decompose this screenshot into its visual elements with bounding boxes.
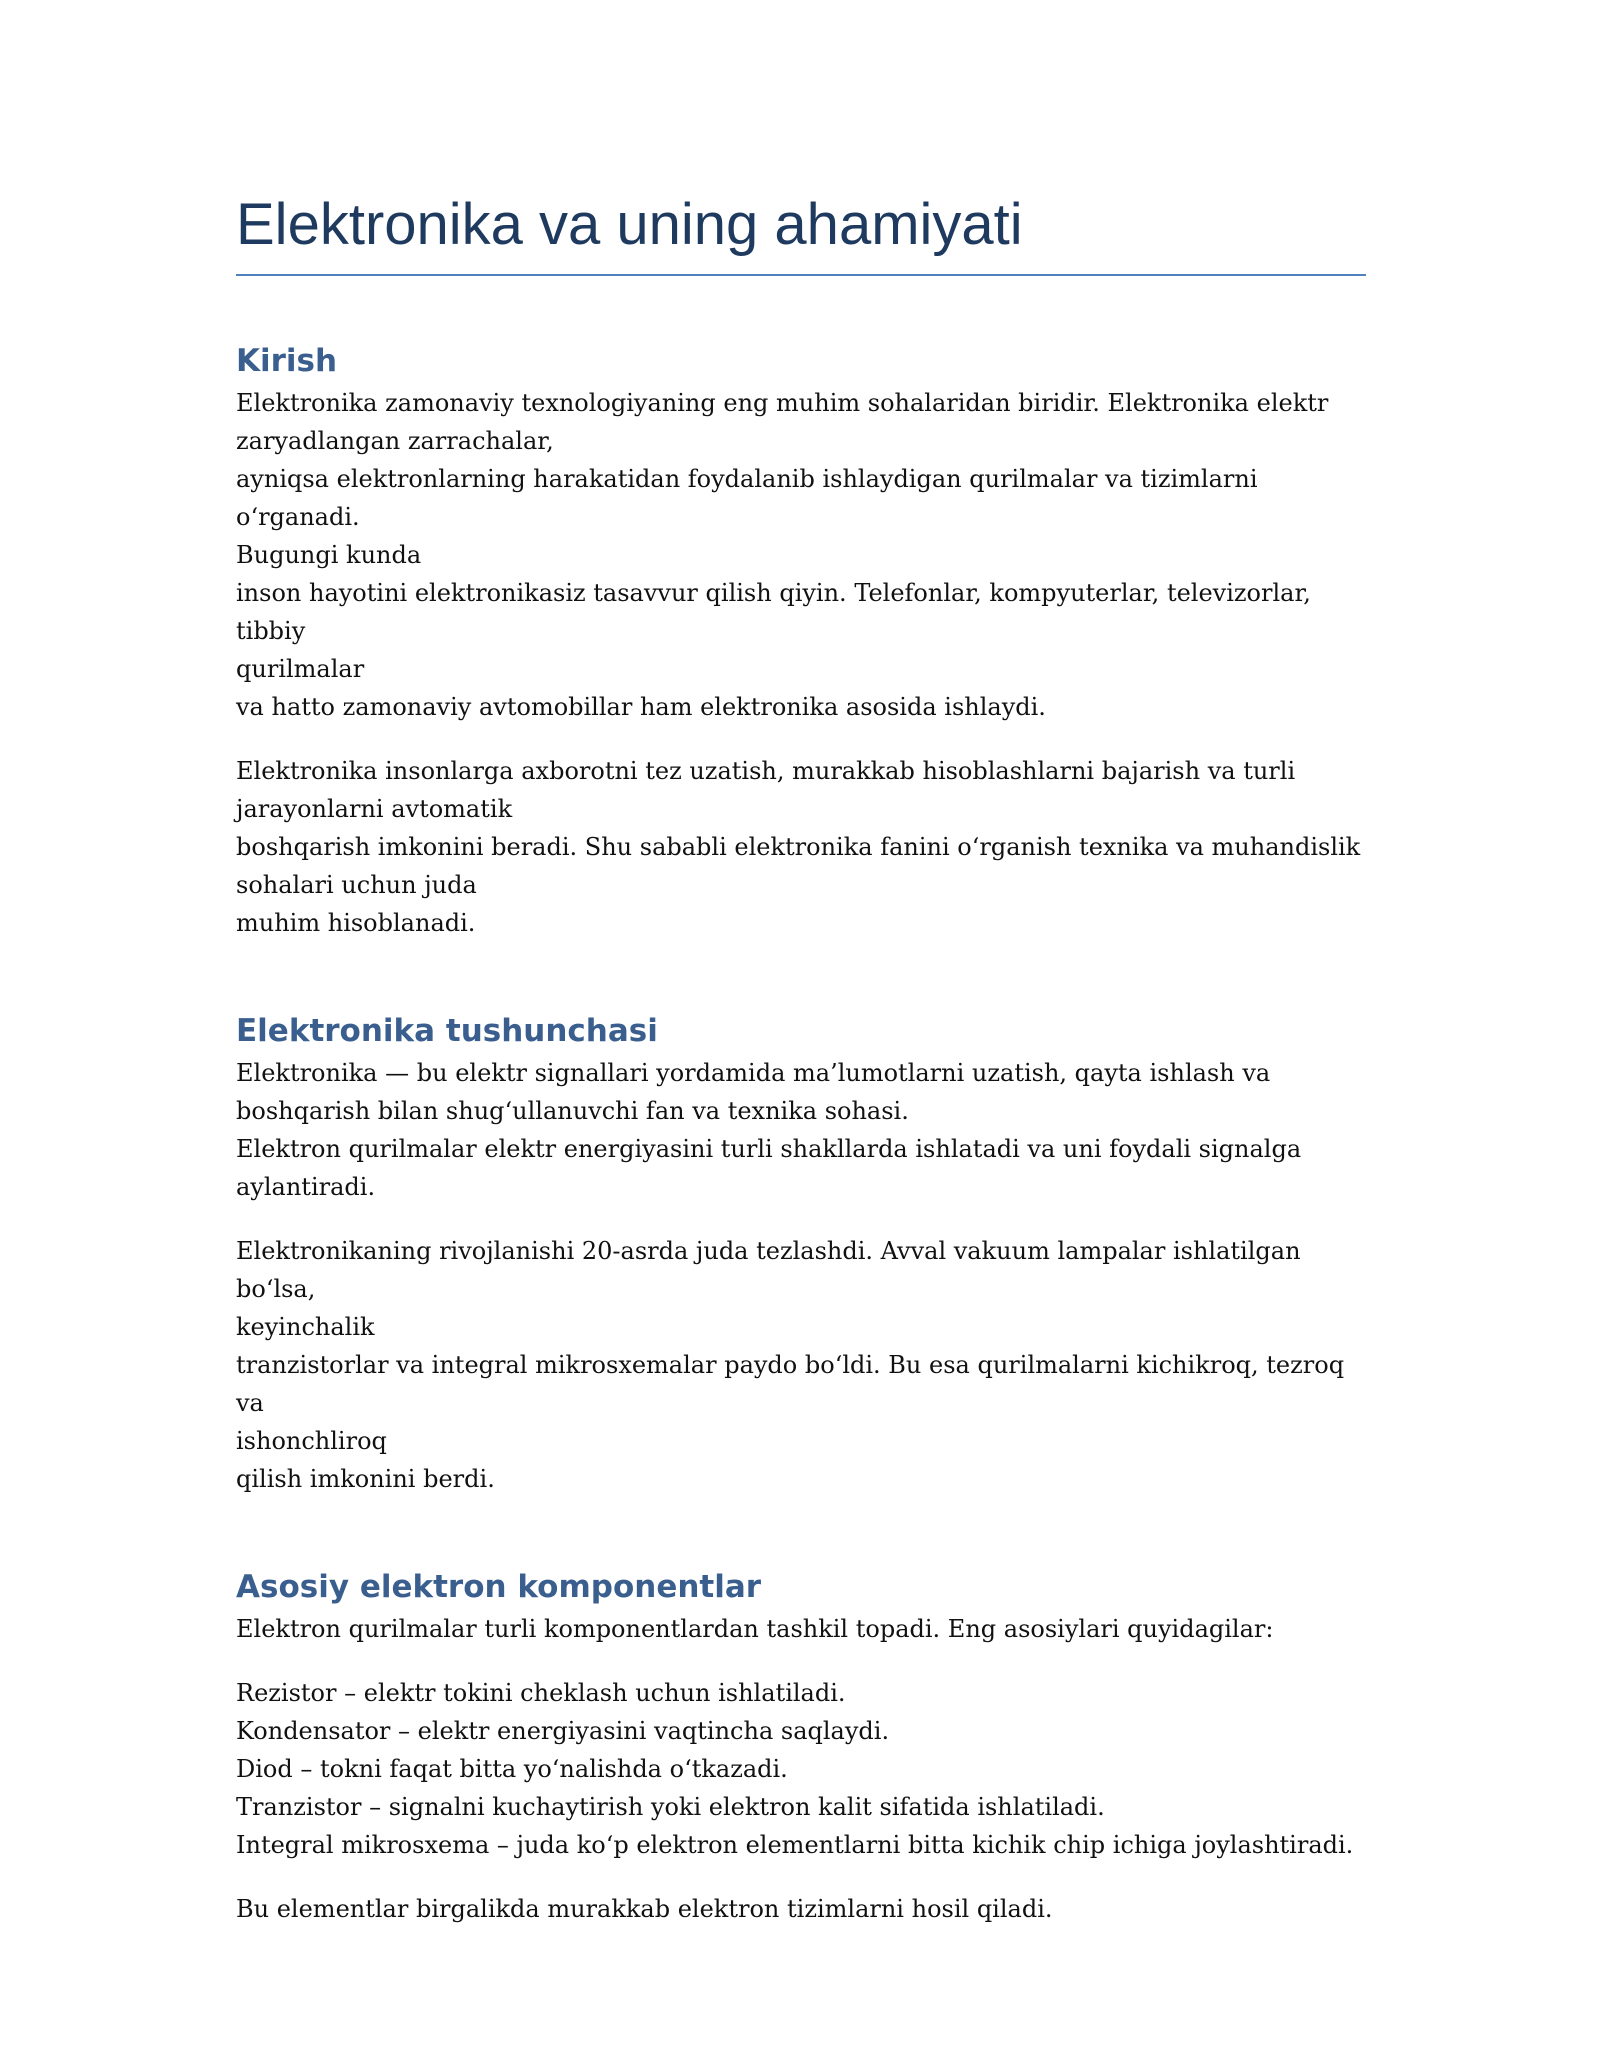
paragraph-line: tranzistorlar va integral mikrosxemalar paydo bo‘ldi. Bu esa qurilmalarni kichikroq, tezroq va <box>236 1350 1345 1417</box>
paragraph-line: Elektronika zamonaviy texnologiyaning eng muhim sohalaridan biridir. Elektronika elektr <box>236 388 1329 417</box>
paragraph-line: inson hayotini elektronikasiz tasavvur qilish qiyin. Telefonlar, kompyuterlar, televizorlar, tibbiy <box>236 578 1311 645</box>
paragraph-line: ayniqsa elektronlarning harakatidan foydalanib ishlaydigan qurilmalar va tizimlarni o‘rganadi. <box>236 464 1258 531</box>
list-item: Diod – tokni faqat bitta yo‘nalishda o‘tkazadi. <box>236 1754 788 1783</box>
list-item: Rezistor – elektr tokini cheklash uchun ishlatiladi. <box>236 1678 846 1707</box>
paragraph-line: qurilmalar <box>236 654 365 683</box>
list-item: Integral mikrosxema – juda ko‘p elektron elementlarni bitta kichik chip ichiga joylashtiradi. <box>236 1830 1354 1859</box>
list-item: Kondensator – elektr energiyasini vaqtincha saqlaydi. <box>236 1716 890 1745</box>
intro-paragraph-2 <box>236 752 1366 942</box>
components-intro: Elektron qurilmalar turli komponentlardan tashkil topadi. Eng asosiylari quyidagilar: <box>236 1614 1274 1643</box>
paragraph-line: jarayonlarni avtomatik <box>236 794 513 823</box>
paragraph-line: sohalari uchun juda <box>236 870 477 899</box>
document-title: Elektronika va uning ahamiyati <box>236 192 1023 257</box>
paragraph-line: Bugungi kunda <box>236 540 422 569</box>
paragraph-line: zaryadlangan zarrachalar, <box>236 426 554 455</box>
paragraph-line: boshqarish bilan shug‘ullanuvchi fan va texnika sohasi. <box>236 1096 909 1125</box>
paragraph-line: Elektronika — bu elektr signallari yordamida ma’lumotlarni uzatish, qayta ishlash va <box>236 1058 1271 1087</box>
paragraph-line: keyinchalik <box>236 1312 375 1341</box>
components-list <box>236 1674 1366 1864</box>
paragraph-line: muhim hisoblanadi. <box>236 908 476 937</box>
intro-paragraph-1 <box>236 384 1366 726</box>
paragraph-line: va hatto zamonaviy avtomobillar ham elektronika asosida ishlaydi. <box>236 692 1046 721</box>
paragraph-line: ishonchliroq <box>236 1426 387 1455</box>
section-heading-concept: Elektronika tushunchasi <box>236 1012 658 1049</box>
section-components <box>236 1564 1366 1928</box>
paragraph-line: aylantiradi. <box>236 1172 376 1201</box>
paragraph-line: Elektron qurilmalar elektr energiyasini turli shakllarda ishlatadi va uni foydali signalga <box>236 1134 1302 1163</box>
components-outro: Bu elementlar birgalikda murakkab elektron tizimlarni hosil qiladi. <box>236 1894 1053 1923</box>
paragraph-line: boshqarish imkonini beradi. Shu sababli elektronika fanini o‘rganish texnika va muhandislik <box>236 832 1361 861</box>
section-concept <box>236 1008 1366 1498</box>
paragraph-line: qilish imkonini berdi. <box>236 1464 495 1493</box>
section-heading-components: Asosiy elektron komponentlar <box>236 1568 762 1605</box>
concept-paragraph-2 <box>236 1232 1366 1498</box>
document-page <box>236 190 1366 1928</box>
section-heading-intro: Kirish <box>236 342 338 379</box>
concept-paragraph-1 <box>236 1054 1366 1206</box>
section-intro <box>236 338 1366 942</box>
paragraph-line: Elektronikaning rivojlanishi 20-asrda juda tezlashdi. Avval vakuum lampalar ishlatilgan bo‘lsa, <box>236 1236 1301 1303</box>
paragraph-line: Elektronika insonlarga axborotni tez uzatish, murakkab hisoblashlarni bajarish va turli <box>236 756 1296 785</box>
list-item: Tranzistor – signalni kuchaytirish yoki elektron kalit sifatida ishlatiladi. <box>236 1792 1105 1821</box>
